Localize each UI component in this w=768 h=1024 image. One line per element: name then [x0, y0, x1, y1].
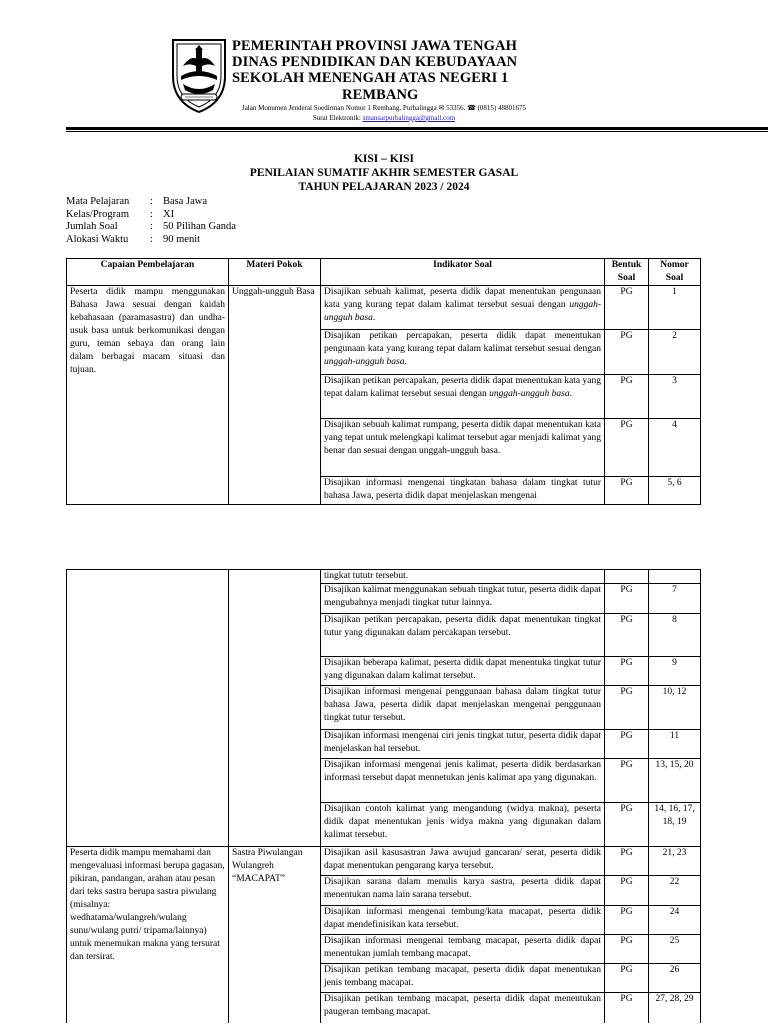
nomor-cell: 5, 6: [649, 477, 701, 505]
nomor-cell: 8: [649, 614, 701, 657]
nomor-cell: 9: [649, 657, 701, 686]
indikator-cell: Disajikan informasi mengenai tembung/kata macapat, peserta didik dapat mendefinisikan kata tersebut.: [321, 906, 605, 935]
indikator-cell: Disajikan beberapa kalimat, peserta didik dapat menentuka tingkat tutur yang digunakan dalam kalimat tersebut.: [321, 657, 605, 686]
nomor-cell: 13, 15, 20: [649, 759, 701, 803]
bentuk-cell: PG: [605, 993, 649, 1023]
letterhead-email-line: [0, 114, 768, 123]
bentuk-cell: PG: [605, 686, 649, 730]
indikator-cell: Disajikan petikan tembang macapat, peserta didik dapat menentukan jenis tembang macapat.: [321, 964, 605, 993]
nomor-cell: 25: [649, 935, 701, 964]
capaian-cell-continued: [67, 570, 229, 847]
bentuk-cell: PG: [605, 614, 649, 657]
bentuk-cell: PG: [605, 730, 649, 759]
info-value: 90 menit: [163, 234, 201, 245]
indikator-cell: Disajikan sebuah kalimat, peserta didik dapat menentukan pengunaan kata yang kurang tepat dalam kalimat tersebut sesuai dengan unggah-ungguh basa.: [321, 286, 605, 330]
nomor-cell: [649, 570, 701, 584]
indikator-cell: tingkat tututr tersebut.: [321, 570, 605, 584]
nomor-cell: 10, 12: [649, 686, 701, 730]
info-value: Basa Jawa: [163, 196, 208, 207]
indikator-cell: Disajikan informasi mengenai tingkatan bahasa dalam tingkat tutur bahasa Jawa, peserta didik dapat menjelaskan mengenai: [321, 477, 605, 505]
doc-title-line-3: TAHUN PELAJARAN 2023 / 2024: [298, 181, 470, 193]
capaian-cell: Peserta didik mampu memahami dan mengevaluasi informasi berupa gagasan, pikiran, pandangan, arahan atau pesan dari teks sastra berupa sastra piwulang (misalnya: wedhatama/wulangreh/wulang sunu/wulang putri/ tripama/lainnya) untuk menemukan makna yang tersurat dan tersirat.: [67, 847, 229, 1023]
bentuk-cell: PG: [605, 375, 649, 419]
info-label: Jumlah Soal: [66, 221, 118, 232]
nomor-cell: 2: [649, 330, 701, 375]
nomor-cell: 3: [649, 375, 701, 419]
indikator-cell: Disajikan kalimat menggunakan sebuah tingkat tutur, peserta didik dapat mengubahnya menjadi tingkat tutur lainnya.: [321, 584, 605, 614]
bentuk-cell: PG: [605, 419, 649, 477]
email-link[interactable]: smansarpurbalingga@gmail.com: [362, 114, 456, 122]
materi-cell-continued: [229, 570, 321, 847]
letterhead-line-4: REMBANG: [342, 87, 419, 103]
indikator-cell: Disajikan petikan percapakan, peserta didik dapat menentukan tingkat tutur yang digunakan dalam percakapan tersebut.: [321, 614, 605, 657]
info-value: 50 Pilihan Ganda: [163, 221, 236, 232]
indikator-cell: Disajikan sebuah kalimat rumpang, peserta didik dapat menentukan kata yang tepat untuk melengkapi kalimat tersebut agar menjadi kalimat yang benar dan sesuai dengan unggah-ungguh basa.: [321, 419, 605, 477]
info-value: XI: [163, 209, 175, 220]
header-nomor: Nomor Soal: [649, 259, 701, 286]
letterhead-line-3: SEKOLAH MENENGAH ATAS NEGERI 1: [232, 70, 509, 86]
indikator-cell: Disajikan petikan tembang macapat, peserta didik dapat menentukan paugeran tembang macapat.: [321, 993, 605, 1023]
indikator-cell: Disajikan sarana dalam menulis karya sastra, peserta didik dapat menentukan nama lain sarana tersebut.: [321, 876, 605, 906]
bentuk-cell: PG: [605, 286, 649, 330]
doc-title-line-2: PENILAIAN SUMATIF AKHIR SEMESTER GASAL: [249, 167, 519, 179]
email-label: Surat Elektronik:: [312, 114, 361, 122]
letterhead-line-1: PEMERINTAH PROVINSI JAWA TENGAH: [232, 38, 517, 54]
materi-cell: Unggah-ungguh Basa: [229, 286, 321, 505]
bentuk-cell: PG: [605, 584, 649, 614]
table-header-row: [67, 259, 701, 286]
document-page: PEMERINTAH PROVINSI JAWA TENGAH DINAS PENDIDIKAN DAN KEBUDAYAAN SEKOLAH MENENGAH ATAS NEGERI 1 REMBANG Jalan Monumen Jenderal Soedirman Nomor 1 Rembang, Purbalingga ✉ 53356. ☎ (0815) 48801675 Surat Elektronik: smansarpurbalingga@gmail.com KISI – KISI PENILAIAN SUMATIF AKHIR SEMESTER GASAL TAHUN PELAJARAN 2023 / 2024 Mata Pelajaran : Basa Jawa Kelas/Program : XI Jumlah Soal : 50 Pilihan Ganda Alokasi Waktu : 90 menit Capaian Pembelajaran Materi Pokok Indikator Soal Bentuk Soal Nomor Soal Peserta didik mampu menggunakan Bahasa Jawa sesuai dengan kaidah kebahasaan (paramasastra) dan undha-usuk basa untuk berkomunikasi dengan guru, teman sebaya dan orang lain dalam berbagai macam situasi dan tujuan. Unggah-ungguh Basa Disajikan sebuah kalimat, peserta didik dapat menentukan pengunaan kata yang kurang tepat dalam kalimat tersebut sesuai dengan unggah-ungguh basa. PG 1 Disajikan petikan percapakan, peserta didik dapat menentukan pengunaan kata yang kurang tepat dalam kalimat tersebut sesuai dengan unggah-ungguh basa. PG 2 Disajikan petikan percapakan, peserta didik dapat menentukan kata yang tepat dalam kalimat tersebut sesuai dengan unggah-ungguh basa. PG 3 Disajikan sebuah kalimat rumpang, peserta didik dapat menentukan kata yang tepat untuk melengkapi kalimat tersebut agar menjadi kalimat yang benar dan sesuai dengan unggah-ungguh basa. PG 4 Disajikan informasi mengenai tingkatan bahasa dalam tingkat tutur bahasa Jawa, peserta didik dapat menjelaskan mengenai PG 5, 6 tingkat tututr tersebut. Disajikan kalimat menggunakan sebuah tingkat tutur, peserta didik dapat mengubahnya menjadi tingkat tutur lainnya. PG 7 Disajikan petikan percapakan, peserta didik dapat menentukan tingkat tutur yang digunakan dalam percakapan tersebut. PG 8 Disajikan beberapa kalimat, peserta didik dapat menentuka tingkat tutur yang digunakan dalam kalimat tersebut. PG 9 Disajikan informasi mengenai penggunaan bahasa dalam tingkat tutur bahasa Jawa, peserta didik dapat menjelaskan mengenai penggunaan tingkat tutur tersebut. PG 10, 12 Disajikan informasi mengenai ciri jenis tingkat tutur, peserta didik dapat menjelaskan hal tersebut. PG 11 Disajikan informasi mengenai jenis kalimat, peserta didik berdasarkan informasi tersebut dapat mennetukan jenis kalimat apa yang digunakan. PG 13, 15, 20 Disajikan contoh kalimat yang mengandung (widya makna), peserta didik dapat menentukan jenis widya makna yang digunakan dalam kalimat tersebut. PG 14, 16, 17, 18, 19 Peserta didik mampu memahami dan mengevaluasi informasi berupa gagasan, pikiran, pandangan, arahan atau pesan dari teks sastra berupa sastra piwulang (misalnya: wedhatama/wulangreh/wulang sunu/wulang putri/ tripama/lainnya) untuk menemukan makna yang tersurat dan tersirat. Sastra Piwulangan Wulangreh “MACAPAT” Disajikan asil kasusastran Jawa awujud gancaran/ serat, peserta didik dapat menentukan pengarang karya tersebut. PG 21, 23 Disajikan sarana dalam menulis karya sastra, peserta didik dapat menentukan nama lain sarana tersebut. PG 22 Disajikan informasi mengenai tembung/kata macapat, peserta didik dapat mendefinisikan kata tersebut. PG 24 Disajikan informasi mengenai tembang macapat, peserta didik dapat menentukan jumlah tembang macapat. PG 25 Disajikan petikan tembang macapat, peserta didik dapat menentukan jenis tembang macapat. PG 26 Disajikan petikan tembang macapat, peserta didik dapat menentukan paugeran tembang macapat. PG 27, 28, 29: [0, 0, 768, 1024]
kisi-table-page-1: [66, 258, 701, 505]
bentuk-cell: PG: [605, 477, 649, 505]
indikator-cell: Disajikan petikan percapakan, peserta didik dapat menentukan pengunaan kata yang kurang tepat dalam kalimat tersebut sesuai dengan unggah-ungguh basa.: [321, 330, 605, 375]
kisi-table-page-2: [66, 569, 701, 1023]
nomor-cell: 1: [649, 286, 701, 330]
bentuk-cell: PG: [605, 876, 649, 906]
nomor-cell: 14, 16, 17, 18, 19: [649, 803, 701, 847]
nomor-cell: 22: [649, 876, 701, 906]
letterhead-line-2: DINAS PENDIDIKAN DAN KEBUDAYAAN: [232, 54, 518, 70]
bentuk-cell: PG: [605, 935, 649, 964]
letterhead-rule-thin: [66, 131, 768, 132]
indikator-cell: Disajikan contoh kalimat yang mengandung (widya makna), peserta didik dapat menentukan jenis widya makna yang digunakan dalam kalimat tersebut.: [321, 803, 605, 847]
info-label: Mata Pelajaran: [66, 196, 130, 207]
header-capaian: Capaian Pembelajaran: [67, 259, 229, 286]
capaian-cell: Peserta didik mampu menggunakan Bahasa Jawa sesuai dengan kaidah kebahasaan (paramasastra) dan undha-usuk basa untuk berkomunikasi dengan guru, teman sebaya dan orang lain dalam berbagai macam situasi dan tujuan.: [67, 286, 229, 505]
indikator-cell: Disajikan informasi mengenai jenis kalimat, peserta didik berdasarkan informasi tersebut dapat mennetukan jenis kalimat apa yang digunakan.: [321, 759, 605, 803]
header-materi: Materi Pokok: [229, 259, 321, 286]
bentuk-cell: PG: [605, 759, 649, 803]
nomor-cell: 7: [649, 584, 701, 614]
table-row: [67, 847, 701, 876]
header-indikator: Indikator Soal: [321, 259, 605, 286]
table-row-continuation: [67, 570, 701, 584]
bentuk-cell: PG: [605, 803, 649, 847]
nomor-cell: 11: [649, 730, 701, 759]
indikator-cell: Disajikan asil kasusastran Jawa awujud gancaran/ serat, peserta didik dapat menentukan pengarang karya tersebut.: [321, 847, 605, 876]
indikator-cell: Disajikan informasi mengenai tembang macapat, peserta didik dapat menentukan jumlah tembang macapat.: [321, 935, 605, 964]
header-bentuk: Bentuk Soal: [605, 259, 649, 286]
bentuk-cell: PG: [605, 330, 649, 375]
bentuk-cell: [605, 570, 649, 584]
bentuk-cell: PG: [605, 906, 649, 935]
doc-title-line-1: KISI – KISI: [353, 153, 415, 165]
bentuk-cell: PG: [605, 964, 649, 993]
table-row: [67, 286, 701, 330]
info-label: Alokasi Waktu: [66, 234, 129, 245]
nomor-cell: 24: [649, 906, 701, 935]
letterhead-address: Jalan Monumen Jenderal Soedirman Nomor 1 Rembang, Purbalingga ✉ 53356. ☎ (0815) 48801675: [241, 104, 527, 112]
letterhead-rule-thick: [66, 127, 768, 130]
indikator-cell: Disajikan petikan percapakan, peserta didik dapat menentukan kata yang tepat dalam kalimat tersebut sesuai dengan unggah-ungguh basa.: [321, 375, 605, 419]
bentuk-cell: PG: [605, 847, 649, 876]
indikator-cell: Disajikan informasi mengenai penggunaan bahasa dalam tingkat tutur bahasa Jawa, peserta didik dapat menjelaskan mengenai penggunaan tingkat tutur tersebut.: [321, 686, 605, 730]
provincial-crest-icon: [167, 36, 231, 114]
nomor-cell: 26: [649, 964, 701, 993]
nomor-cell: 27, 28, 29: [649, 993, 701, 1023]
nomor-cell: 4: [649, 419, 701, 477]
bentuk-cell: PG: [605, 657, 649, 686]
nomor-cell: 21, 23: [649, 847, 701, 876]
info-label: Kelas/Program: [66, 209, 129, 220]
indikator-cell: Disajikan informasi mengenai ciri jenis tingkat tutur, peserta didik dapat menjelaskan hal tersebut.: [321, 730, 605, 759]
materi-cell: Sastra Piwulangan Wulangreh “MACAPAT”: [229, 847, 321, 1023]
